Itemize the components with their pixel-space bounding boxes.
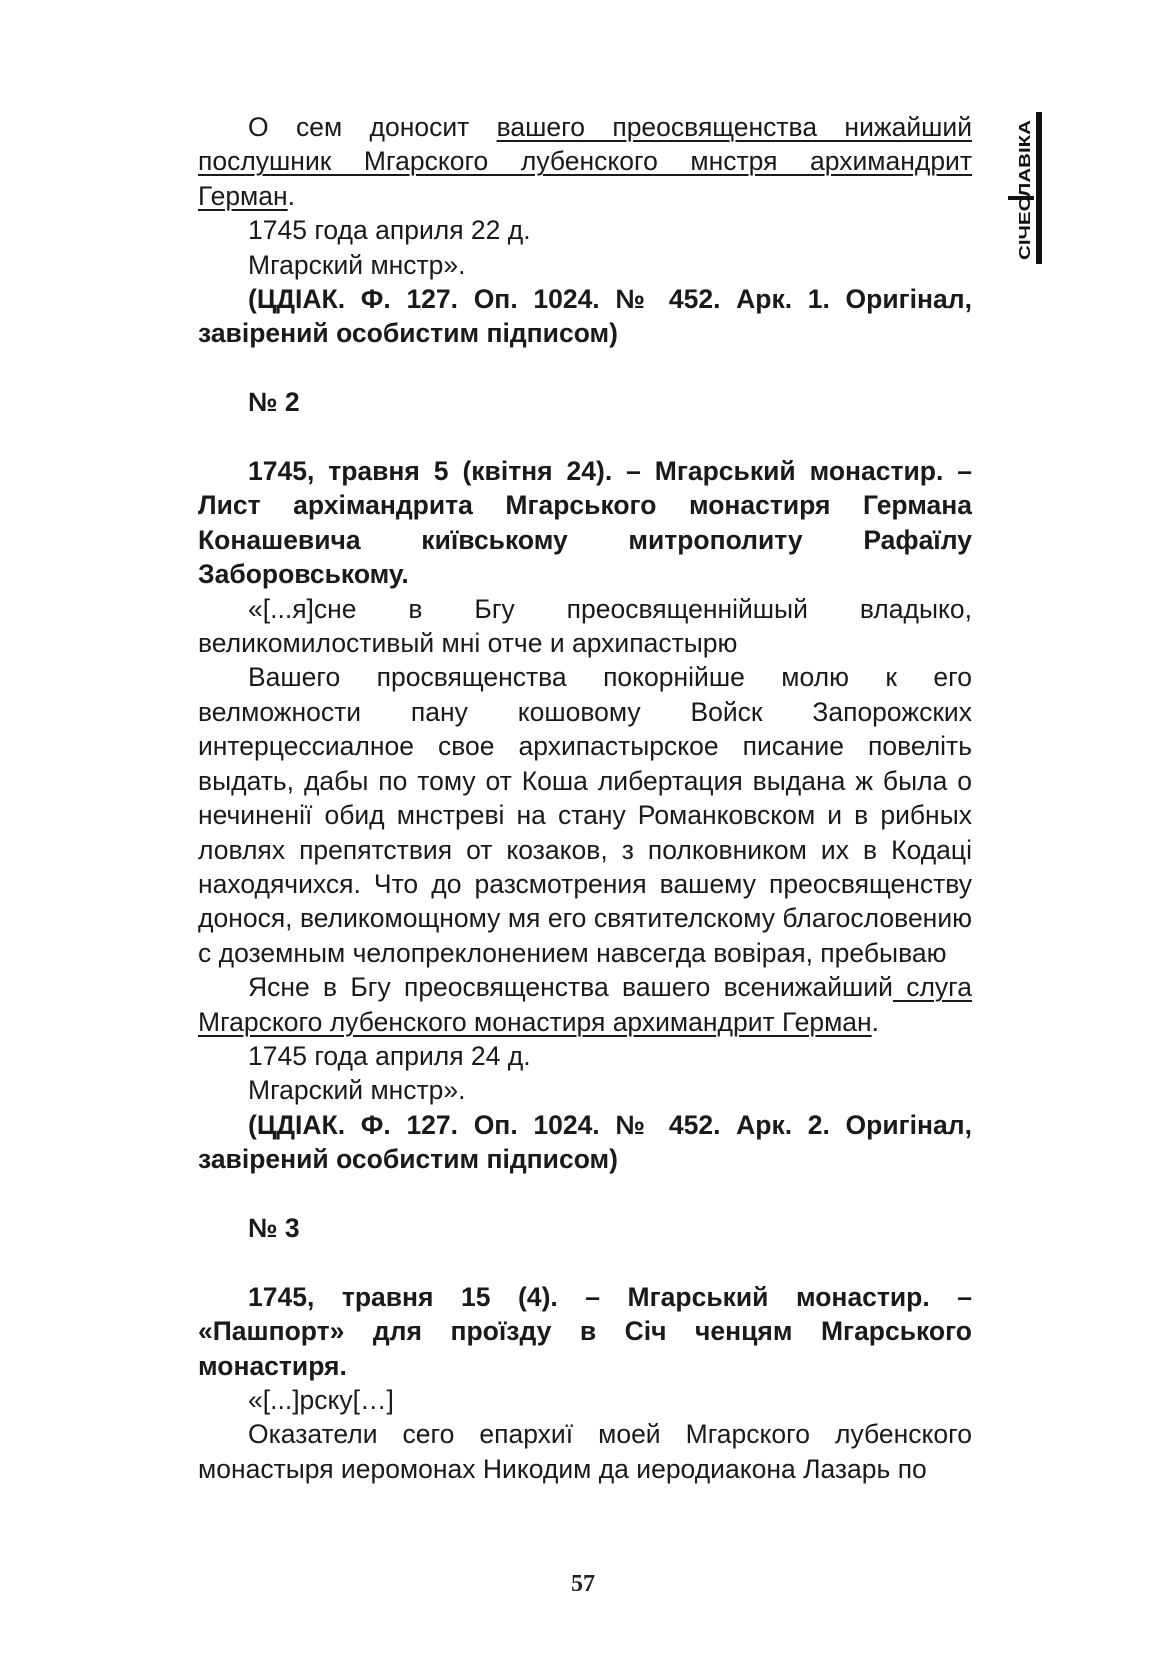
heading-paragraph bbox=[198, 1280, 972, 1383]
text-run: (ЦДІАК. Ф. 127. Оп. 1024. № 452. Арк. 1. Оригінал, завірений особистим підписом) bbox=[198, 284, 972, 349]
text-run: 1745, травня 5 (квітня 24). – Мгарський монастир. – Лист архімандрита Мгарського монастиря Германа Конашевича київському митрополиту Рафаїлу Заборовському. bbox=[198, 456, 972, 590]
text-run: «[...я]сне в Бгу преосвященнійшый владыко, великомилостивый мні отче и архипастырю bbox=[198, 593, 972, 659]
text-run: Мгарский мнстр». bbox=[248, 249, 466, 280]
page-number: 57 bbox=[571, 1571, 595, 1597]
text-paragraph bbox=[198, 970, 972, 1039]
text-run: 1745 года априля 24 д. bbox=[248, 1040, 531, 1071]
text-run: Ясне в Бгу преосвященства вашего всенижайший bbox=[248, 972, 893, 1003]
text-paragraph bbox=[198, 1383, 972, 1417]
heading-paragraph bbox=[198, 1108, 972, 1177]
logo-text: СІЧЕСЛАВІКА bbox=[1017, 150, 1034, 260]
heading-paragraph bbox=[198, 1211, 972, 1245]
text-run: . bbox=[871, 1006, 880, 1037]
text-paragraph bbox=[198, 110, 972, 213]
sicheslavika-logo bbox=[1006, 112, 1046, 264]
text-run: О сем доносит bbox=[248, 112, 497, 142]
text-run: Мгарский мнстр». bbox=[248, 1075, 466, 1106]
text-paragraph bbox=[198, 213, 972, 247]
underlined-text: слуга Мгарского лубенского монастиря архимандрит Герман bbox=[198, 972, 972, 1037]
text-paragraph bbox=[198, 1039, 972, 1073]
paragraph-gap bbox=[198, 1177, 972, 1211]
text-run: Оказатели сего епархиї моей Мгарского лубенского монастыря иеромонах Никодим да иеродиакона Лазарь по bbox=[198, 1419, 972, 1484]
text-run: 1745 года априля 22 д. bbox=[248, 215, 531, 246]
text-paragraph bbox=[198, 248, 972, 282]
text-paragraph bbox=[198, 660, 972, 970]
text-paragraph bbox=[198, 1417, 972, 1486]
text-run: (ЦДІАК. Ф. 127. Оп. 1024. № 452. Арк. 2. Оригінал, завірений особистим підписом) bbox=[198, 1109, 972, 1175]
text-run: . bbox=[287, 180, 296, 211]
text-run: № 2 bbox=[248, 387, 300, 418]
text-run: 1745, травня 15 (4). – Мгарський монастир. – «Пашпорт» для проїзду в Січ ченцям Мгарського монастиря. bbox=[198, 1281, 972, 1381]
heading-paragraph bbox=[198, 454, 972, 592]
paragraph-gap bbox=[198, 351, 972, 385]
underlined-text: вашего преосвященства нижайший послушник Мгарского лубенского мнстря архимандрит Герман bbox=[198, 112, 972, 211]
heading-paragraph bbox=[198, 282, 972, 351]
text-paragraph bbox=[198, 592, 972, 661]
text-run: «[...]рску[…] bbox=[248, 1384, 394, 1415]
paragraph-gap bbox=[198, 420, 972, 454]
paragraph-gap bbox=[198, 1245, 972, 1279]
page-body-text bbox=[198, 110, 972, 1486]
text-run: № 3 bbox=[248, 1212, 300, 1243]
text-paragraph bbox=[198, 1073, 972, 1107]
heading-paragraph bbox=[198, 385, 972, 419]
text-run: Вашего просвященства покорнійше молю к его велможности пану кошовому Войск Запорожских интерцессиалное свое архипастырское писание повеліть выдать, дабы по тому от Коша либертация выдана ж была о нечиненії обид мнстреві на стану Романковском и в рибных ловлях препятствия от козаков, з полковником их в Кодаці находячихся. Что до разсмотрения вашему преосвященству донося, великомощному мя его святителскому благословению с доземным челопреклонением навсегда вовірая, пребываю bbox=[198, 662, 972, 968]
